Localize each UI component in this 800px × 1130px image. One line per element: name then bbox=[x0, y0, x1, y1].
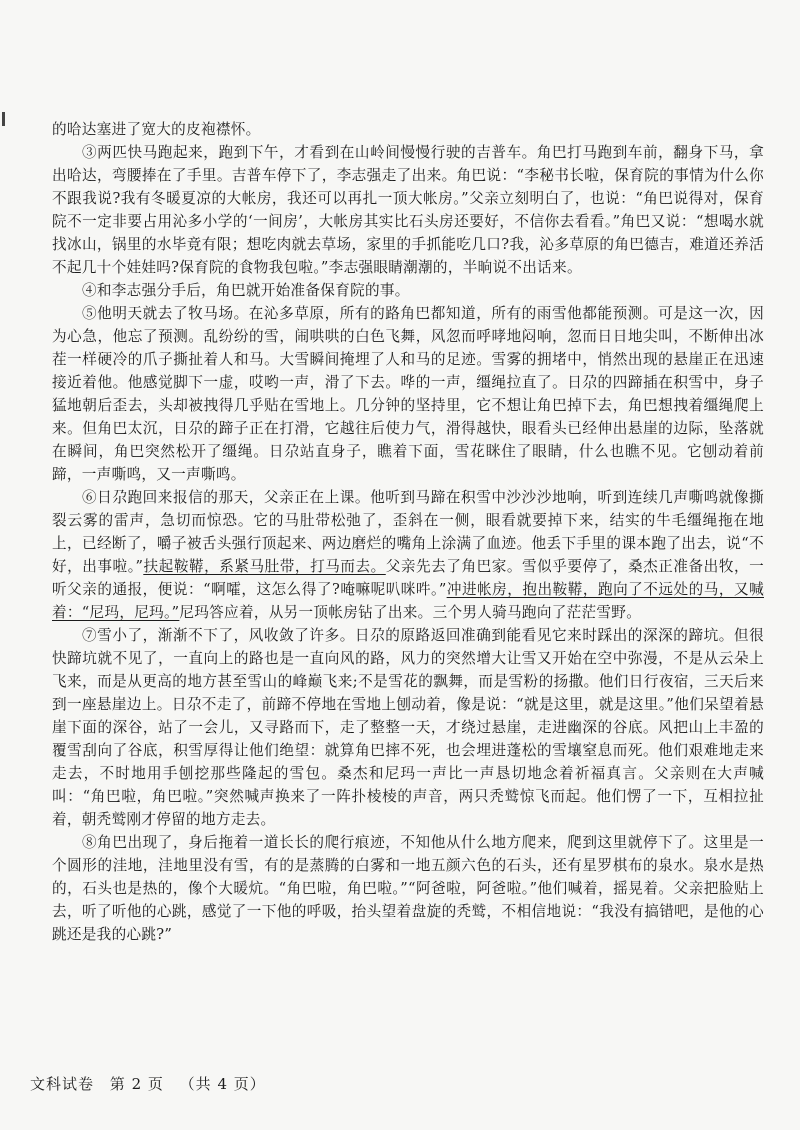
paragraph-6 bbox=[52, 486, 764, 624]
paragraph-continuation: 的哈达塞进了宽大的皮袍襟怀。 bbox=[52, 121, 261, 138]
paragraph-6-part-c: 尼玛答应着，从另一顶帐房钻了出来。三个男人骑马跑向了茫茫雪野。 bbox=[179, 604, 642, 621]
paragraph-5: ⑤他明天就去了牧马场。在沁多草原，所有的路角巴都知道，所有的雨雪他都能预测。可是这一次，因为心急，他忘了预测。乱纷纷的雪，闹哄哄的白色飞舞，风忽而呼哮地闷响，忽而日日地尖叫，不断伸出冰茬一样硬冷的爪子撕扯着人和马。大雪瞬间掩埋了人和马的足迹。雪雾的拥堵中，悄然出现的悬崖正在迅速接近着他。他感觉脚下一虚，哎哟一声，滑了下去。哗的一声，缰绳拉直了。日尕的四蹄插在积雪中，身子猛地朝后歪去，头却被拽得几乎贴在雪地上。几分钟的坚持里，它不想让角巴掉下去，角巴想拽着缰绳爬上来。但角巴太沉，日尕的蹄子正在打滑，它越往后使力气，滑得越快，眼看头已经伸出悬崖的边际，坠落就在瞬间，角巴突然松开了缰绳。日尕站直身子，瞧着下面，雪花眯住了眼睛，什么也瞧不见。它刨动着前蹄，一声嘶鸣，又一声嘶鸣。 bbox=[52, 305, 764, 483]
footer-total-pages: （共 4 页） bbox=[179, 1075, 266, 1093]
paragraph-6-part-a: ⑥日尕跑回来报信的那天，父亲正在上课。他听到马蹄在积雪中沙沙沙地响，听到连续几声嘶鸣就像撕裂云雾的雷声，急切而惊恐。它的马肚带松弛了，歪斜在一侧，眼看就要掉下来，结实的牛毛缰绳拖在地上，已经断了，嚼子被舌头强行顶起来、两边磨烂的嘴角上涂满了血迹。他丢下手里的课本跑了出去，说“不好，出事啦。” bbox=[52, 489, 764, 575]
paragraph-8: ⑧角巴出现了，身后拖着一道长长的爬行痕迹，不知他从什么地方爬来，爬到这里就停下了。这里是一个圆形的洼地，洼地里没有雪，有的是蒸腾的白雾和一地五颜六色的石头，还有星罗棋布的泉水。泉水是热的，石头也是热的，像个大暖炕。“角巴啦，角巴啦。”“阿爸啦，阿爸啦。”他们喊着，摇晃着。父亲把脸贴上去，听了听他的心跳，感觉了一下他的呼吸，抬头望着盘旋的秃鹫，不相信地说：“我没有搞错吧，是他的心跳还是我的心跳?” bbox=[52, 834, 764, 943]
footer-page-number: 第 2 页 bbox=[109, 1075, 164, 1093]
paragraph-6-part-b: 父亲先去了角巴家。雪似乎要停了，桑杰正准备出牧，一听父亲的通报，便说：“啊嚯，这怎么得了?唵嘛呢叭咪吽。” bbox=[52, 558, 764, 598]
page-footer bbox=[30, 1073, 276, 1094]
paragraph-6-underlined-a: 扶起鞍鞯，系紧马肚带，打马而去。 bbox=[143, 558, 386, 575]
binding-margin-mark bbox=[2, 112, 5, 126]
paragraph-6-underlined-b: 冲进帐房，抱出鞍鞯，跑向了不远处的马，又喊着：“尼玛，尼玛。” bbox=[52, 581, 764, 621]
reading-passage bbox=[52, 118, 764, 946]
paragraph-4: ④和李志强分手后，角巴就开始准备保育院的事。 bbox=[82, 282, 410, 299]
footer-subject: 文科试卷 bbox=[30, 1075, 95, 1093]
paragraph-3: ③两匹快马跑起来，跑到下午，才看到在山岭间慢慢行驶的吉普车。角巴打马跑到车前，翻身下马，拿出哈达，弯腰捧在了手里。吉普车停下了，李志强走了出来。角巴说：“李秘书长啦，保育院的事情为什么你不跟我说?我有冬暖夏凉的大帐房，我还可以再扎一顶大帐房。”父亲立刻明白了，也说：“角巴说得对，保育院不一定非要占用沁多小学的‘一间房’，大帐房其实比石头房还要好，不信你去看看。”角巴又说：“想喝水就找冰山，锅里的水毕竟有限；想吃肉就去草场，家里的手抓能吃几口?我，沁多草原的角巴德吉，难道还养活不起几十个娃娃吗?保育院的食物我包啦。”李志强眼睛潮潮的，半晌说不出话来。 bbox=[52, 144, 764, 276]
paragraph-7: ⑦雪小了，渐渐不下了，风收敛了许多。日尕的原路返回准确到能看见它来时踩出的深深的蹄坑。但很快蹄坑就不见了，一直向上的路也是一直向风的路，风力的突然增大让雪又开始在空中弥漫，不是从云朵上飞来，而是从更高的地方甚至雪山的峰巅飞来;不是雪花的飘舞，而是雪粉的扬撒。他们日行夜宿，三天后来到一座悬崖边上。日尕不走了，前蹄不停地在雪地上刨动着，像是说：“就是这里，就是这里。”他们呆望着悬崖下面的深谷，站了一会儿，又寻路而下，走了整整一天，才绕过悬崖，走进幽深的谷底。风把山上丰盈的覆雪刮向了谷底，积雪厚得让他们绝望：就算角巴摔不死，也会埋进蓬松的雪壤窒息而死。他们艰难地走来走去，不时地用手刨挖那些隆起的雪包。桑杰和尼玛一声比一声恳切地念着祈福真言。父亲则在大声喊叫：“角巴啦，角巴啦。”突然喊声换来了一阵扑棱棱的声音，两只秃鹫惊飞而起。他们愣了一下，互相拉扯着，朝秃鹫刚才停留的地方走去。 bbox=[52, 627, 764, 828]
